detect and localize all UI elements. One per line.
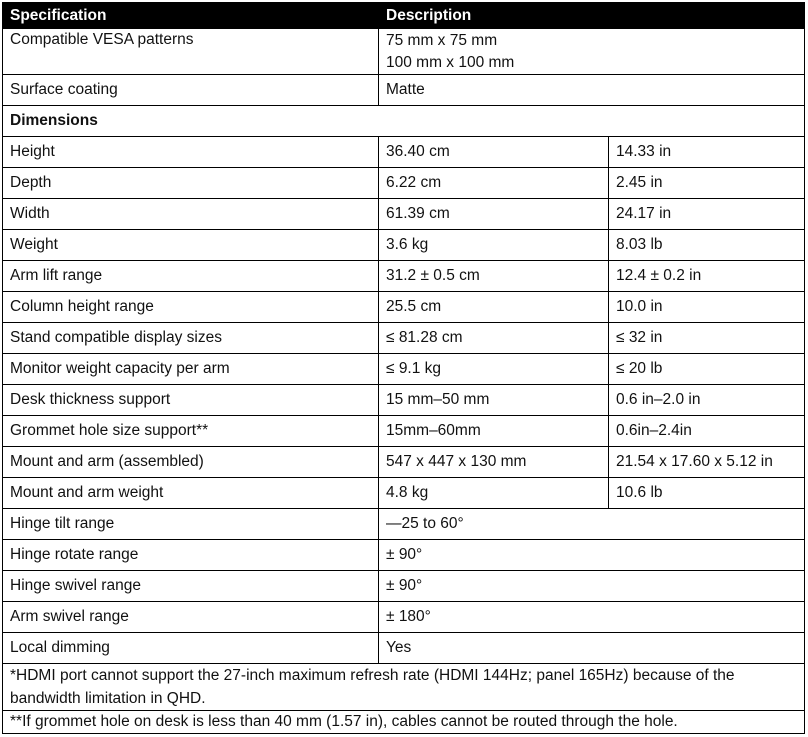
table-row	[3, 354, 805, 385]
dim-metric: 31.2 ± 0.5 cm	[379, 261, 609, 292]
dim-imperial: 24.17 in	[609, 199, 805, 230]
dim-metric: 15mm–60mm	[379, 416, 609, 447]
section-heading-row	[3, 106, 805, 137]
table-row	[3, 168, 805, 199]
table-row	[3, 261, 805, 292]
table-row	[3, 447, 805, 478]
range-label: Hinge swivel range	[3, 571, 379, 602]
range-label: Local dimming	[3, 633, 379, 664]
dim-metric: 15 mm–50 mm	[379, 385, 609, 416]
table-row	[3, 323, 805, 354]
dim-metric: 25.5 cm	[379, 292, 609, 323]
dim-imperial: 21.54 x 17.60 x 5.12 in	[609, 447, 805, 478]
dim-metric: 4.8 kg	[379, 478, 609, 509]
range-label: Hinge rotate range	[3, 540, 379, 571]
dim-imperial: 2.45 in	[609, 168, 805, 199]
coating-value: Matte	[379, 75, 805, 106]
table-row	[3, 385, 805, 416]
table-row	[3, 478, 805, 509]
table-row	[3, 540, 805, 571]
coating-label: Surface coating	[3, 75, 379, 106]
vesa-value	[379, 29, 805, 75]
footnote-row	[3, 711, 805, 734]
dim-imperial: 0.6in–2.4in	[609, 416, 805, 447]
range-value: ± 90°	[379, 540, 805, 571]
range-value: ± 90°	[379, 571, 805, 602]
dim-label: Weight	[3, 230, 379, 261]
dim-imperial: 8.03 lb	[609, 230, 805, 261]
footnote-grommet: **If grommet hole on desk is less than 40 mm (1.57 in), cables cannot be routed through the hole.	[3, 711, 805, 734]
range-label: Hinge tilt range	[3, 509, 379, 540]
dim-metric: 61.39 cm	[379, 199, 609, 230]
dim-imperial: ≤ 20 lb	[609, 354, 805, 385]
table-row	[3, 602, 805, 633]
table-row	[3, 75, 805, 106]
dimensions-heading: Dimensions	[3, 106, 805, 137]
range-value: ± 180°	[379, 602, 805, 633]
vesa-label: Compatible VESA patterns	[3, 29, 379, 75]
table-row	[3, 137, 805, 168]
dim-imperial: 14.33 in	[609, 137, 805, 168]
dim-metric: 6.22 cm	[379, 168, 609, 199]
dim-label: Desk thickness support	[3, 385, 379, 416]
table-row	[3, 416, 805, 447]
table-header-row	[3, 3, 805, 29]
dim-metric: 547 x 447 x 130 mm	[379, 447, 609, 478]
footnote-hdmi: *HDMI port cannot support the 27-inch maximum refresh rate (HDMI 144Hz; panel 165Hz) because of the bandwidth limitation in QHD.	[3, 664, 805, 711]
dim-imperial: ≤ 32 in	[609, 323, 805, 354]
dim-label: Mount and arm (assembled)	[3, 447, 379, 478]
dim-label: Width	[3, 199, 379, 230]
vesa-value-line2: 100 mm x 100 mm	[386, 53, 515, 71]
vesa-value-line1: 75 mm x 75 mm	[386, 31, 498, 49]
dim-label: Depth	[3, 168, 379, 199]
footnote-row	[3, 664, 805, 711]
range-value: Yes	[379, 633, 805, 664]
dim-label: Height	[3, 137, 379, 168]
table-row	[3, 633, 805, 664]
dim-label: Arm lift range	[3, 261, 379, 292]
header-description: Description	[379, 3, 805, 29]
table-row	[3, 509, 805, 540]
specification-table	[2, 2, 805, 734]
table-row	[3, 199, 805, 230]
table-row	[3, 29, 805, 75]
dim-metric: ≤ 81.28 cm	[379, 323, 609, 354]
dim-imperial: 0.6 in–2.0 in	[609, 385, 805, 416]
dim-metric: 36.40 cm	[379, 137, 609, 168]
dim-label: Stand compatible display sizes	[3, 323, 379, 354]
table-row	[3, 571, 805, 602]
dim-label: Column height range	[3, 292, 379, 323]
dim-metric: ≤ 9.1 kg	[379, 354, 609, 385]
dim-imperial: 10.6 lb	[609, 478, 805, 509]
dim-label: Monitor weight capacity per arm	[3, 354, 379, 385]
dim-label: Grommet hole size support**	[3, 416, 379, 447]
range-value: —25 to 60°	[379, 509, 805, 540]
dim-imperial: 12.4 ± 0.2 in	[609, 261, 805, 292]
header-specification: Specification	[3, 3, 379, 29]
dim-label: Mount and arm weight	[3, 478, 379, 509]
table-row	[3, 230, 805, 261]
range-label: Arm swivel range	[3, 602, 379, 633]
dim-imperial: 10.0 in	[609, 292, 805, 323]
dim-metric: 3.6 kg	[379, 230, 609, 261]
table-row	[3, 292, 805, 323]
